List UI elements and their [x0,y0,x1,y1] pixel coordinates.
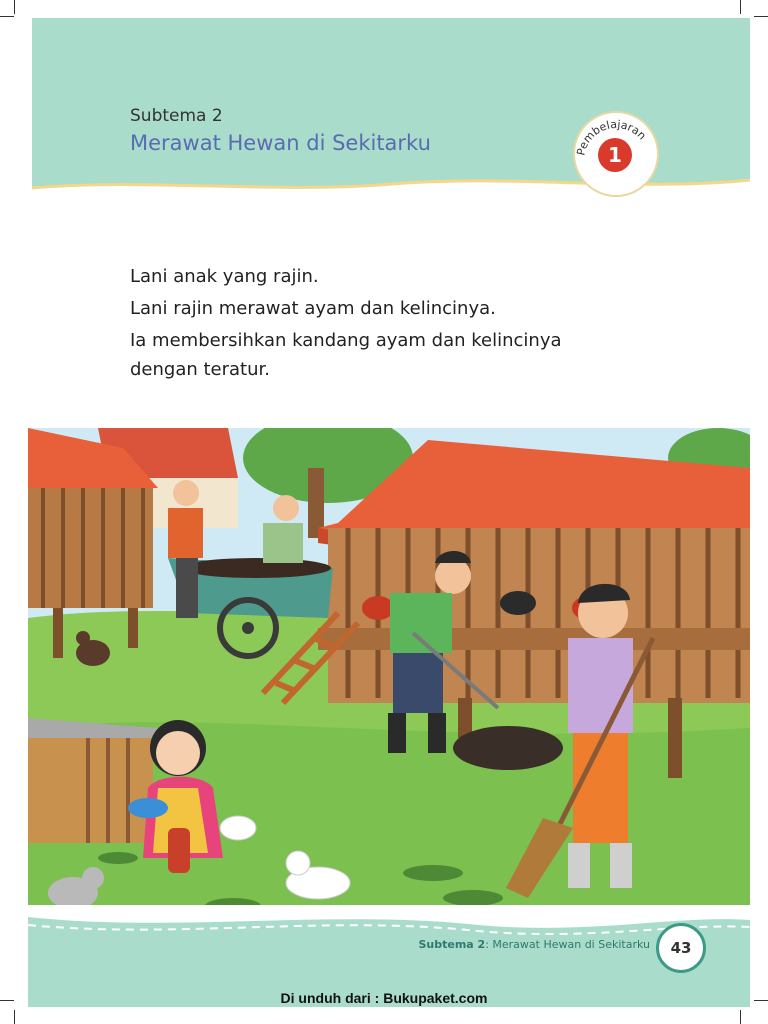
subtema-label: Subtema 2 [130,106,223,126]
crop-mark [14,1010,15,1024]
download-note: Di unduh dari : Bukupaket.com [280,990,488,1006]
badge-number: 1 [598,138,632,172]
crop-mark [754,16,768,17]
story-line: Lani anak yang rajin. [130,266,319,287]
crop-mark [740,1010,741,1024]
farm-illustration [28,428,750,923]
story-line: Lani rajin merawat ayam dan kelincinya. [130,298,496,319]
footer-subtema: Subtema 2 [418,938,486,951]
crop-mark [0,16,14,17]
story-line: Ia membersihkan kandang ayam dan kelincinya dengan teratur. [130,330,562,380]
crop-mark [14,0,15,14]
subtema-title: Merawat Hewan di Sekitarku [130,131,431,155]
footer-title: : Merawat Hewan di Sekitarku [485,938,650,951]
badge-word: Pembelajaran [574,117,649,157]
footer-wave [28,905,750,935]
crop-mark [740,0,741,14]
footer-running-title [418,938,650,951]
page-number: 43 [656,923,706,973]
story-text [130,262,630,384]
